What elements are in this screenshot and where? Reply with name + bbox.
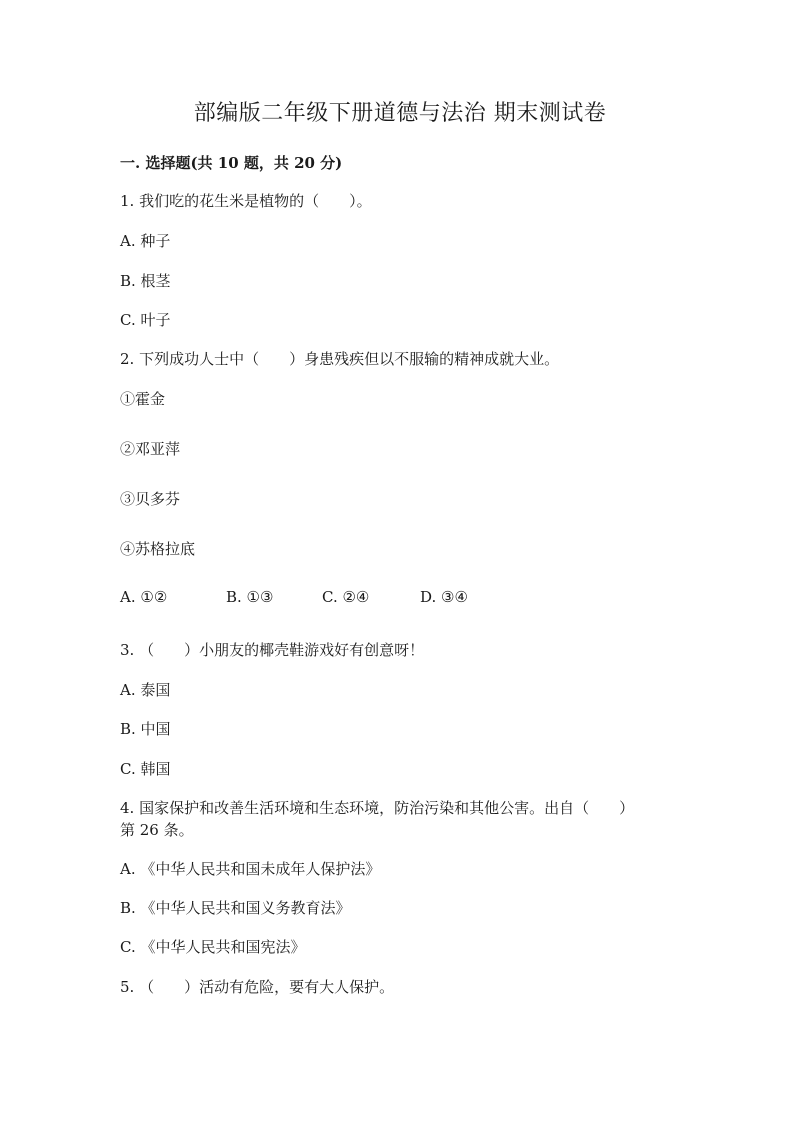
question-3-stem: 3. （ ）小朋友的椰壳鞋游戏好有创意呀！ (120, 641, 425, 659)
question-2-item-1: ①霍金 (120, 390, 166, 408)
question-2-item-2: ②邓亚萍 (120, 440, 181, 458)
section-heading: 一. 选择题(共 10 题，共 20 分) (120, 154, 343, 172)
question-2-option-b: B. ①③ (226, 588, 274, 606)
question-2-option-c: C. ②④ (322, 588, 370, 606)
page-title: 部编版二年级下册道德与法治 期末测试卷 (193, 101, 607, 126)
question-1-option-b: B. 根茎 (120, 272, 171, 290)
question-2-option-d: D. ③④ (420, 588, 468, 606)
question-4-option-b: B. 《中华人民共和国义务教育法》 (120, 899, 351, 917)
question-2-item-4: ④苏格拉底 (120, 540, 196, 558)
question-2-option-a: A. ①② (120, 588, 168, 606)
question-1-option-a: A. 种子 (120, 232, 171, 250)
question-1-option-c: C. 叶子 (120, 311, 171, 329)
question-5-stem: 5. （ ）活动有危险，要有大人保护。 (120, 978, 395, 996)
question-4-stem-line-2: 第 26 条。 (120, 821, 194, 839)
question-3-option-c: C. 韩国 (120, 760, 171, 778)
question-4-option-a: A. 《中华人民共和国未成年人保护法》 (120, 860, 381, 878)
question-2-item-3: ③贝多芬 (120, 490, 181, 508)
question-2-stem: 2. 下列成功人士中（ ）身患残疾但以不服输的精神成就大业。 (120, 350, 560, 368)
question-4-stem-line-1: 4. 国家保护和改善生活环境和生态环境，防治污染和其他公害。出自（ ） (120, 799, 635, 817)
question-3-option-b: B. 中国 (120, 720, 171, 738)
question-1-stem: 1. 我们吃的花生米是植物的（ ）。 (120, 192, 372, 210)
question-4-option-c: C. 《中华人民共和国宪法》 (120, 938, 306, 956)
question-3-option-a: A. 泰国 (120, 681, 171, 699)
